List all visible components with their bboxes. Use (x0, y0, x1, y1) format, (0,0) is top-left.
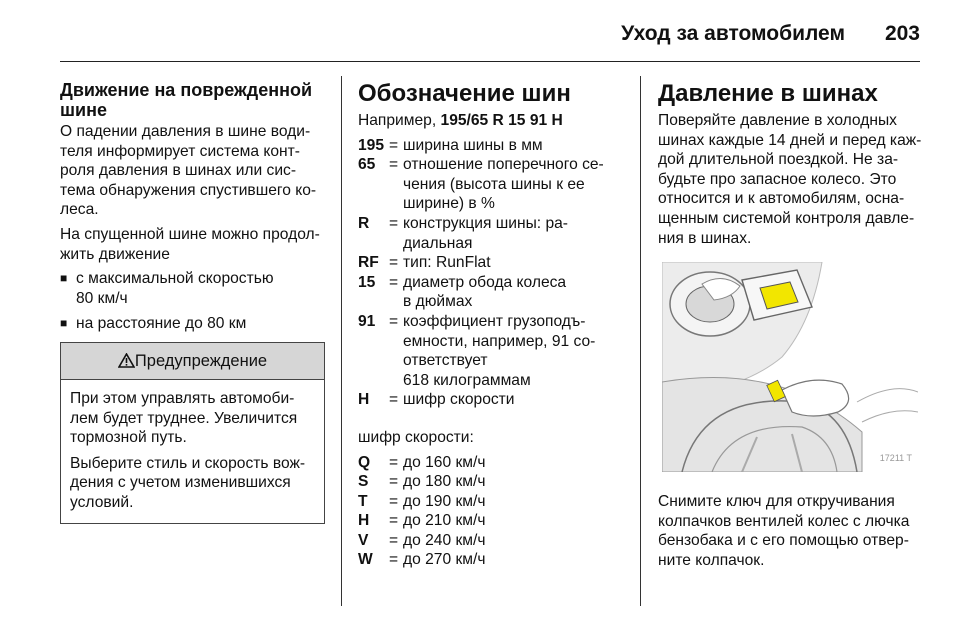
warning-paragraph: Выберите стиль и скорость вож- дения с учетом изменившихся условий. (70, 454, 306, 511)
column-tire-pressure (658, 80, 923, 576)
column-divider (341, 76, 342, 606)
speed-code-heading: шифр скорости: (358, 428, 474, 446)
example-line: Например, 195/65 R 15 91 H (358, 112, 563, 129)
warning-header (61, 343, 324, 380)
definition-row: 65 = отношение поперечного се- чения (высота шины к ее ширине) в % (358, 156, 604, 213)
speed-row: H = до 210 км/ч (358, 512, 486, 530)
speed-row: V = до 240 км/ч (358, 531, 486, 549)
speed-row: S = до 180 км/ч (358, 473, 486, 491)
definition-row: 195 = ширина шины в мм (358, 136, 543, 154)
column-damaged-tire (60, 80, 325, 524)
definition-row: H = шифр скорости (358, 391, 515, 409)
header-divider (60, 61, 920, 62)
speed-row: W = до 270 км/ч (358, 551, 486, 569)
definition-row: 91 = коэффициент грузоподъ- емности, например, 91 со- ответствует 618 килограммам (358, 312, 596, 389)
section-heading-tire-designation: Обозначение шин (358, 80, 571, 107)
section-heading-damaged-tire: Движение на поврежденной шине (60, 80, 313, 120)
bullet-item: ■ на расстояние до 80 км (60, 314, 325, 334)
definition-row: 15 = диаметр обода колеса в дюймах (358, 273, 567, 311)
column-divider (640, 76, 641, 606)
valve-cap-illustration (662, 262, 918, 472)
warning-title: Предупреждение (134, 351, 268, 370)
warning-triangle-icon (118, 353, 135, 368)
figure-code: 17211 T (879, 452, 912, 463)
section-heading-tire-pressure: Давление в шинах (658, 80, 878, 107)
paragraph: О падении давления в шине води- теля информирует система конт- роля давления в шинах или сис- тема обнаружения спустившего ко- леса. (60, 123, 317, 219)
warning-paragraph: При этом управлять автомоби- лем будет труднее. Увеличится тормозной путь. (70, 389, 298, 447)
page-number: 203 (884, 22, 920, 45)
definition-row: RF = тип: RunFlat (358, 254, 491, 272)
paragraph: Поверяйте давление в холодных шинах каждые 14 дней и перед каж- дой длительной поездкой. Не за- будьте про запасное колесо. Это относится и к автомобилям, осна- щенным системой контроля давле- ния в шинах. (658, 112, 922, 247)
speed-row: T = до 190 км/ч (358, 492, 486, 510)
speed-row: Q = до 160 км/ч (358, 453, 486, 471)
paragraph: На спущенной шине можно продол- жить движение (60, 225, 320, 263)
column-tire-designation (358, 80, 626, 570)
running-header-title: Уход за автомобилем (621, 22, 845, 45)
fuel-flap-and-wheel-image (662, 262, 918, 472)
paragraph: Снимите ключ для откручивания колпачков вентилей колес с лючка бензобака и с его помощью отвер- ните колпачок. (658, 493, 910, 569)
bullet-item: ■ с максимальной скоростью 80 км/ч (60, 269, 325, 308)
definition-row: R = конструкция шины: ра- диальная (358, 214, 568, 252)
warning-box (60, 342, 325, 524)
